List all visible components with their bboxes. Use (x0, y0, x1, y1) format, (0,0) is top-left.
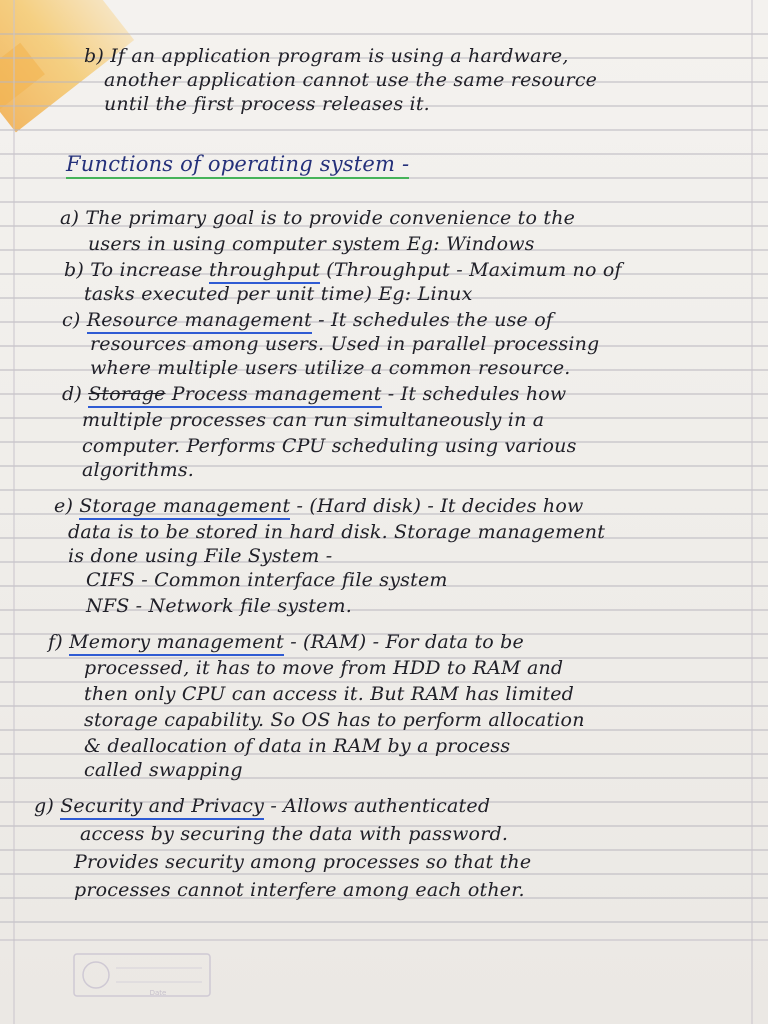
date-stamp (72, 950, 212, 1000)
item-e-line-1 (54, 494, 583, 518)
item-f-line-1 (48, 630, 524, 654)
intro-line-3: until the first process releases it. (104, 93, 430, 115)
item-g-line-1 (34, 794, 490, 818)
item-e-line-3: is done using File System - (68, 545, 333, 567)
intro-line-1: b) If an application program is using a hardware, (84, 45, 569, 67)
stamp-label: Date (149, 989, 167, 997)
item-d-rest: - It schedules how (381, 383, 567, 405)
item-c-line-3: where multiple users utilize a common resource. (90, 357, 571, 379)
item-e-prefix: e) (54, 495, 80, 517)
item-e-line-2: data is to be stored in hard disk. Storage management (68, 521, 606, 543)
item-e-line-4: CIFS - Common interface file system (86, 569, 448, 591)
item-f-rest: - (RAM) - For data to be (283, 631, 524, 653)
item-d-line-3: computer. Performs CPU scheduling using various (82, 435, 577, 457)
item-e-line-5: NFS - Network file system. (86, 595, 353, 617)
item-b-prefix: b) To increase (64, 259, 209, 281)
item-c-line-2: resources among users. Used in parallel processing (90, 333, 600, 355)
item-g-prefix: g) (34, 795, 61, 817)
intro-line-2: another application cannot use the same resource (104, 69, 598, 91)
item-f-line-3: then only CPU can access it. But RAM has limited (84, 683, 575, 705)
item-g-line-3: Provides security among processes so that the (74, 851, 532, 873)
item-a-line-2: users in using computer system Eg: Windows (88, 233, 535, 255)
section-heading (66, 152, 409, 176)
item-f-line-2: processed, it has to move from HDD to RAM and (84, 657, 564, 679)
item-e-rest: - (Hard disk) - It decides how (290, 495, 584, 517)
item-d-prefix: d) (62, 383, 89, 405)
item-b-rest: (Throughput - Maximum no of (320, 259, 622, 281)
item-c-prefix: c) (62, 309, 87, 331)
item-f-line-6: called swapping (84, 759, 243, 781)
item-g-line-2: access by securing the data with password. (80, 823, 509, 845)
item-g-rest: - Allows authenticated (264, 795, 491, 817)
item-d-line-2: multiple processes can run simultaneously in a (82, 409, 545, 431)
item-f-term: Memory management (69, 631, 284, 656)
item-e-term: Storage management (79, 495, 290, 520)
item-c-term: Resource management (87, 309, 312, 334)
item-a-line-1: a) The primary goal is to provide convenience to the (60, 207, 576, 229)
item-b-line-2: tasks executed per unit time) Eg: Linux (84, 283, 473, 305)
item-f-line-5: & deallocation of data in RAM by a process (84, 735, 511, 757)
item-g-line-4: processes cannot interfere among each other. (74, 879, 525, 901)
item-d-line-4: algorithms. (82, 459, 195, 481)
item-c-line-1 (62, 308, 553, 332)
item-f-line-4: storage capability. So OS has to perform allocation (84, 709, 585, 731)
item-d-line-1 (62, 382, 566, 406)
item-g-term: Security and Privacy (60, 795, 264, 820)
item-c-rest: - It schedules the use of (311, 309, 554, 331)
item-b-line-1 (64, 258, 622, 282)
item-b-term: throughput (209, 259, 320, 284)
item-d-term: Process management (166, 383, 382, 408)
item-d-struck-word: Storage (88, 383, 165, 408)
item-f-prefix: f) (48, 631, 70, 653)
heading-text: Functions of operating system - (66, 152, 409, 179)
